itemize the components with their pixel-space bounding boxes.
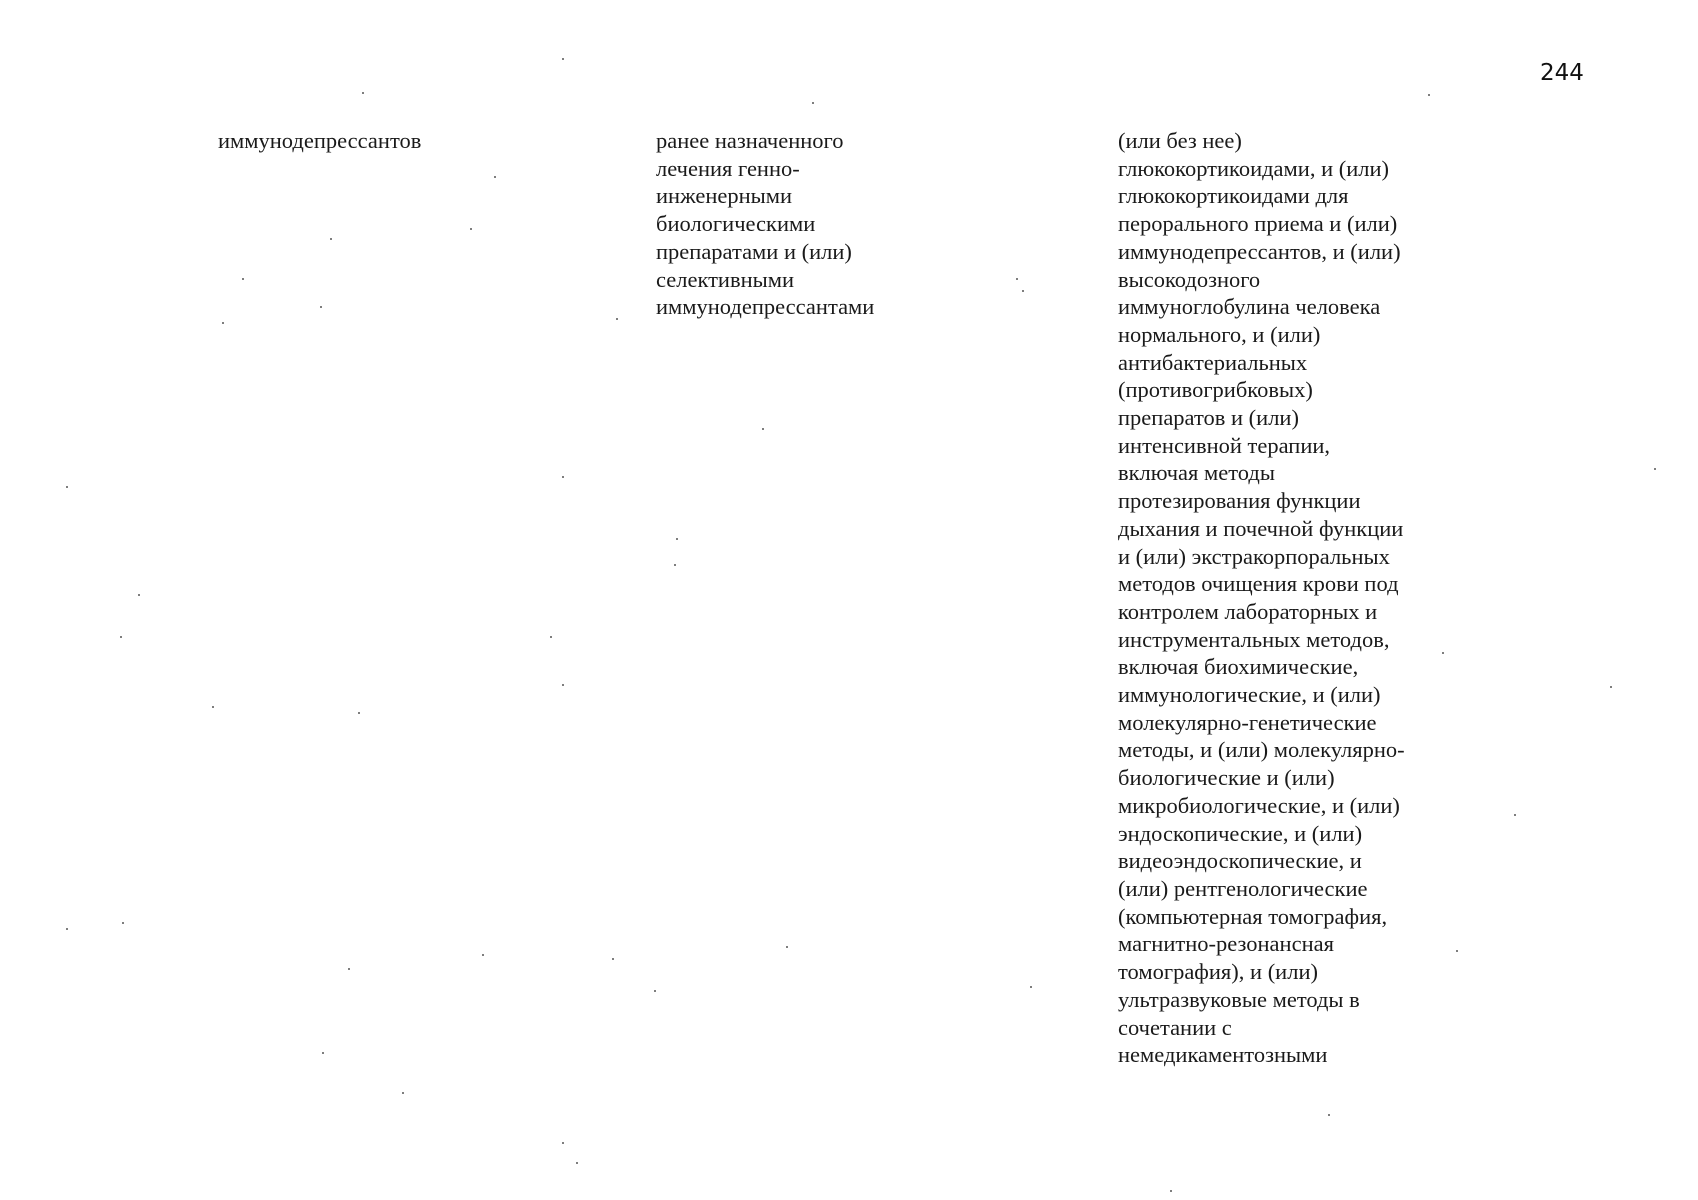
- scan-speck: [348, 968, 350, 970]
- text-line: ультразвуковые методы в: [1118, 986, 1360, 1012]
- scan-speck: [482, 954, 484, 956]
- text-line: иммуноглобулина человека: [1118, 294, 1381, 320]
- text-line: иммунодепрессантов, и (или): [1118, 238, 1401, 264]
- text-line: иммунологические, и (или): [1118, 682, 1381, 708]
- scan-speck: [550, 636, 552, 638]
- text-line: препаратов и (или): [1118, 405, 1299, 431]
- scan-speck: [242, 278, 244, 280]
- scan-speck: [1514, 814, 1516, 816]
- text-line: перорального приема и (или): [1118, 211, 1398, 237]
- scan-speck: [1016, 278, 1018, 280]
- text-line: сочетании с: [1118, 1014, 1232, 1040]
- scan-speck: [1654, 468, 1656, 470]
- text-line: инженерными: [656, 183, 793, 209]
- text-line: (компьютерная томография,: [1118, 903, 1388, 929]
- scan-speck: [654, 990, 656, 992]
- scan-speck: [786, 946, 788, 948]
- page-number: 244: [1540, 60, 1584, 86]
- text-column-2: [656, 127, 1016, 321]
- text-line: немедикаментозными: [1118, 1042, 1328, 1068]
- scan-speck: [676, 538, 678, 540]
- text-line: иммунодепрессантов: [218, 128, 422, 153]
- text-line: томография), и (или): [1118, 959, 1318, 985]
- scan-speck: [320, 306, 322, 308]
- text-line: лечения генно-: [656, 155, 800, 181]
- text-column-3: [1118, 127, 1558, 1069]
- text-line: микробиологические, и (или): [1118, 792, 1400, 818]
- scan-speck: [358, 712, 360, 714]
- scan-speck: [674, 564, 676, 566]
- scan-speck: [120, 636, 122, 638]
- scan-speck: [1610, 686, 1612, 688]
- scan-speck: [1030, 986, 1032, 988]
- scan-speck: [1442, 652, 1444, 654]
- text-line: антибактериальных: [1118, 349, 1308, 375]
- text-line: глюкокортикоидами для: [1118, 183, 1349, 209]
- scan-speck: [122, 922, 124, 924]
- scan-speck: [402, 1092, 404, 1094]
- text-line: методы, и (или) молекулярно-: [1118, 737, 1405, 763]
- text-line: высокодозного: [1118, 266, 1261, 292]
- text-line: биологическими: [656, 211, 816, 237]
- text-line: (или без нее): [1118, 128, 1242, 153]
- scan-speck: [562, 476, 564, 478]
- text-line: магнитно-резонансная: [1118, 931, 1334, 957]
- scan-speck: [470, 228, 472, 230]
- scan-speck: [1428, 94, 1430, 96]
- text-line: селективными: [656, 266, 795, 292]
- scan-speck: [222, 322, 224, 324]
- text-line: (или) рентгенологические: [1118, 875, 1368, 901]
- scan-speck: [1328, 1114, 1330, 1116]
- text-line: методов очищения крови под: [1118, 571, 1399, 597]
- scan-speck: [494, 176, 496, 178]
- scan-speck: [66, 486, 68, 488]
- scan-speck: [66, 928, 68, 930]
- text-line: включая биохимические,: [1118, 654, 1359, 680]
- text-line: контролем лабораторных и: [1118, 598, 1378, 624]
- scan-speck: [576, 1162, 578, 1164]
- text-line: видеоэндоскопические, и: [1118, 848, 1362, 874]
- scan-speck: [212, 706, 214, 708]
- text-line: эндоскопические, и (или): [1118, 820, 1363, 846]
- scan-speck: [330, 238, 332, 240]
- text-line: интенсивной терапии,: [1118, 432, 1331, 458]
- text-line: иммунодепрессантами: [656, 294, 875, 320]
- text-line: биологические и (или): [1118, 765, 1335, 791]
- scan-speck: [1170, 1190, 1172, 1192]
- text-line: дыхания и почечной функции: [1118, 515, 1404, 541]
- scan-speck: [762, 428, 764, 430]
- scan-speck: [616, 318, 618, 320]
- text-line: ранее назначенного: [656, 128, 844, 153]
- scan-speck: [138, 594, 140, 596]
- scan-speck: [562, 684, 564, 686]
- text-line: включая методы: [1118, 460, 1275, 486]
- scan-speck: [562, 1142, 564, 1144]
- text-line: протезирования функции: [1118, 488, 1361, 514]
- scan-speck: [562, 58, 564, 60]
- text-line: молекулярно-генетические: [1118, 709, 1377, 735]
- text-line: (противогрибковых): [1118, 377, 1313, 403]
- scan-speck: [612, 958, 614, 960]
- text-column-1: [218, 127, 598, 155]
- scan-speck: [322, 1052, 324, 1054]
- text-line: глюкокортикоидами, и (или): [1118, 155, 1390, 181]
- scan-speck: [1456, 950, 1458, 952]
- scan-speck: [1022, 290, 1024, 292]
- text-line: и (или) экстракорпоральных: [1118, 543, 1390, 569]
- scan-speck: [812, 102, 814, 104]
- text-line: нормального, и (или): [1118, 321, 1321, 347]
- text-line: инструментальных методов,: [1118, 626, 1390, 652]
- text-line: препаратами и (или): [656, 238, 852, 264]
- scan-speck: [362, 92, 364, 94]
